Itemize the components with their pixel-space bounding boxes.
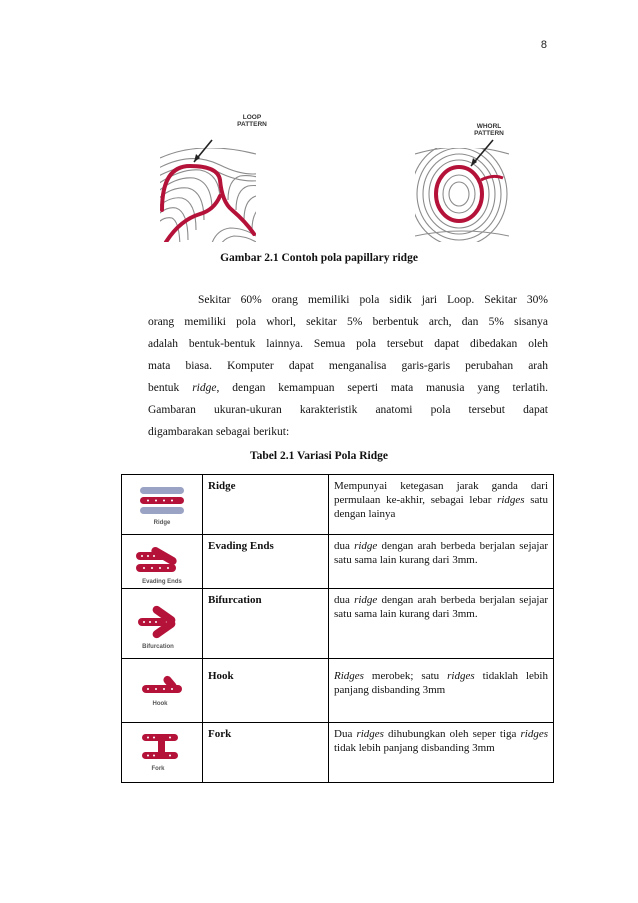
ridge-variation-table — [121, 474, 554, 783]
desc-italic: ridges — [356, 728, 384, 740]
loop-pattern-fingerprint — [160, 110, 256, 242]
whorl-label-line2: PATTERN — [474, 130, 504, 137]
bifurcation-icon-caption: Bifurcation — [142, 643, 174, 650]
desc-text: tidaklah lebih panjang disbanding 3mm — [334, 670, 548, 696]
italic-term: ridge — [192, 382, 217, 394]
icon-cell — [122, 659, 203, 723]
paragraph-line: Gambaran ukuran-ukuran karakteristik anatomi pola tersebut dapat — [148, 404, 548, 416]
loop-label-line1: LOOP — [242, 114, 262, 121]
desc-italic: Ridges — [334, 670, 364, 682]
desc-italic: ridges — [447, 670, 475, 682]
ridge-icon — [132, 481, 192, 529]
page-number: 8 — [540, 39, 547, 51]
table-row — [122, 475, 554, 535]
paragraph-line: orang memiliki pola whorl, sekitar 5% berbentuk arch, dan 5% sisanya — [148, 316, 548, 328]
desc-text: Mempunyai ketegasan jarak ganda dari permulaan ke-akhir, sebagai lebar — [334, 480, 548, 506]
ridge-icon-caption: Ridge — [153, 519, 171, 526]
paragraph-line: digambarakan sebagai berikut: — [148, 426, 290, 438]
desc-text: dua — [334, 594, 355, 606]
desc-text: satu dengan lainya — [334, 494, 548, 520]
pattern-name: Evading Ends — [203, 535, 329, 589]
desc-italic: ridge — [354, 594, 378, 606]
table-row — [122, 723, 554, 783]
icon-cell — [122, 723, 203, 783]
whorl-label-line1: WHORL — [476, 123, 502, 130]
paragraph-line — [148, 377, 548, 399]
icon-cell — [122, 589, 203, 659]
pattern-description — [329, 535, 554, 589]
loop-label-line2: PATTERN — [237, 121, 267, 128]
hook-icon-caption: Hook — [152, 700, 168, 707]
pattern-name: Fork — [203, 723, 329, 783]
pattern-description — [329, 659, 554, 723]
paragraph-line: mata biasa. Komputer dapat menganalisa garis-garis perubahan arah — [148, 360, 548, 372]
pattern-name: Ridge — [203, 475, 329, 535]
table-row — [122, 535, 554, 589]
desc-text: tidak lebih panjang disbanding 3mm — [334, 742, 495, 754]
desc-italic: ridges — [497, 494, 525, 506]
pattern-name: Hook — [203, 659, 329, 723]
paragraph-line: Sekitar 60% orang memiliki pola sidik jari Loop. Sekitar 30% — [198, 294, 548, 306]
fork-icon — [132, 728, 192, 778]
pattern-description — [329, 475, 554, 535]
pattern-name: Bifurcation — [203, 589, 329, 659]
line-text: , dengan kemampuan seperti mata manusia yang terlatih. — [216, 382, 548, 394]
pattern-description — [329, 589, 554, 659]
hook-icon — [132, 669, 192, 713]
evading-ends-icon-caption: Evading Ends — [142, 578, 182, 585]
desc-text: dua — [334, 540, 355, 552]
desc-text: dihubungkan oleh seper tiga — [383, 728, 521, 740]
table-row — [122, 589, 554, 659]
desc-text: dengan arah berbeda berjalan sejajar satu sama lain kurang dari 3mm. — [334, 540, 548, 566]
desc-text: Dua — [334, 728, 357, 740]
pattern-description — [329, 723, 554, 783]
line-text: bentuk — [148, 382, 193, 394]
figure-caption: Gambar 2.1 Contoh pola papillary ridge — [220, 252, 418, 264]
loop-label — [232, 114, 272, 128]
evading-ends-icon — [130, 538, 194, 586]
icon-cell — [122, 475, 203, 535]
bifurcation-icon — [130, 596, 194, 652]
desc-italic: ridges — [520, 728, 548, 740]
desc-italic: ridge — [354, 540, 378, 552]
fork-icon-caption: Fork — [151, 765, 165, 772]
body-paragraph — [148, 289, 548, 443]
table-title: Tabel 2.1 Variasi Pola Ridge — [250, 450, 388, 462]
fingerprint-figure — [0, 110, 638, 250]
paragraph-line: adalah bentuk-bentuk lainnya. Semua pola tersebut dapat dibedakan oleh — [148, 338, 548, 350]
table-row — [122, 659, 554, 723]
icon-cell — [122, 535, 203, 589]
desc-text: merobek; satu — [363, 670, 448, 682]
whorl-label — [467, 123, 511, 137]
desc-text: dengan arah berbeda berjalan sejajar satu sama lain kurang dari 3mm. — [334, 594, 548, 620]
